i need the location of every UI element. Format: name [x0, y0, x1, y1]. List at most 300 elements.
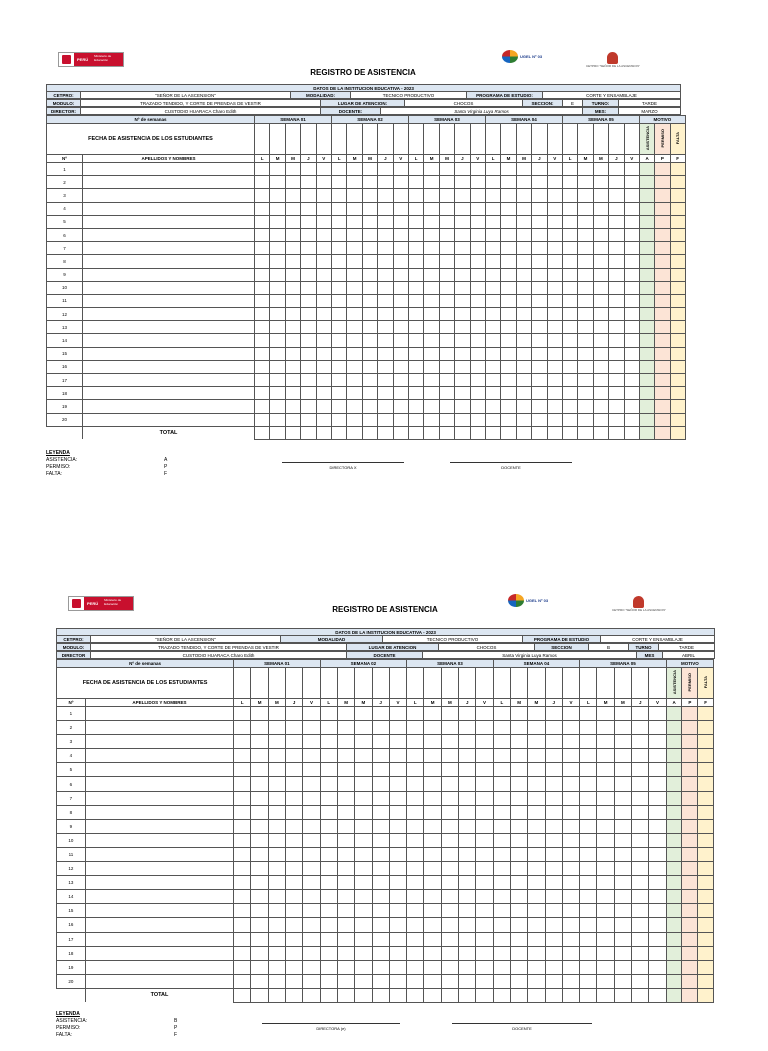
date-cell[interactable] [476, 668, 493, 699]
attendance-cell[interactable] [493, 833, 510, 847]
attendance-cell[interactable] [545, 960, 562, 974]
motivo-cell[interactable] [670, 400, 685, 413]
attendance-cell[interactable] [510, 805, 527, 819]
date-cell[interactable] [593, 124, 608, 155]
attendance-cell[interactable] [303, 721, 320, 735]
attendance-cell[interactable] [532, 321, 547, 334]
attendance-cell[interactable] [624, 215, 639, 228]
attendance-cell[interactable] [562, 255, 577, 268]
attendance-cell[interactable] [316, 268, 331, 281]
attendance-cell[interactable] [389, 890, 406, 904]
attendance-cell[interactable] [609, 308, 624, 321]
attendance-cell[interactable] [347, 387, 362, 400]
attendance-cell[interactable] [301, 321, 316, 334]
motivo-cell[interactable] [698, 833, 714, 847]
attendance-cell[interactable] [251, 749, 268, 763]
attendance-cell[interactable] [593, 400, 608, 413]
attendance-cell[interactable] [408, 400, 423, 413]
attendance-cell[interactable] [476, 735, 493, 749]
motivo-cell[interactable] [666, 749, 682, 763]
attendance-cell[interactable] [493, 932, 510, 946]
total-cell[interactable] [332, 426, 347, 439]
attendance-cell[interactable] [439, 413, 454, 426]
attendance-cell[interactable] [268, 819, 285, 833]
attendance-cell[interactable] [320, 932, 337, 946]
attendance-cell[interactable] [476, 960, 493, 974]
attendance-cell[interactable] [316, 413, 331, 426]
attendance-cell[interactable] [528, 932, 545, 946]
attendance-cell[interactable] [393, 400, 408, 413]
attendance-cell[interactable] [580, 932, 597, 946]
motivo-cell[interactable] [639, 400, 654, 413]
attendance-cell[interactable] [285, 215, 300, 228]
date-cell[interactable] [378, 124, 393, 155]
motivo-cell[interactable] [655, 189, 670, 202]
student-name-cell[interactable] [83, 255, 255, 268]
student-name-cell[interactable] [83, 413, 255, 426]
total-cell[interactable] [285, 426, 300, 439]
attendance-cell[interactable] [303, 749, 320, 763]
attendance-cell[interactable] [337, 749, 354, 763]
attendance-cell[interactable] [372, 862, 389, 876]
motivo-cell[interactable] [655, 228, 670, 241]
date-cell[interactable] [578, 124, 593, 155]
attendance-cell[interactable] [516, 202, 531, 215]
attendance-cell[interactable] [614, 833, 631, 847]
attendance-cell[interactable] [347, 176, 362, 189]
attendance-cell[interactable] [303, 819, 320, 833]
date-cell[interactable] [609, 124, 624, 155]
attendance-cell[interactable] [347, 347, 362, 360]
attendance-cell[interactable] [424, 387, 439, 400]
attendance-cell[interactable] [407, 791, 424, 805]
motivo-cell[interactable] [655, 360, 670, 373]
attendance-cell[interactable] [528, 749, 545, 763]
attendance-cell[interactable] [362, 268, 377, 281]
attendance-cell[interactable] [528, 763, 545, 777]
attendance-cell[interactable] [441, 735, 458, 749]
attendance-cell[interactable] [624, 202, 639, 215]
attendance-cell[interactable] [337, 735, 354, 749]
attendance-cell[interactable] [301, 374, 316, 387]
attendance-cell[interactable] [532, 360, 547, 373]
attendance-cell[interactable] [441, 974, 458, 988]
attendance-cell[interactable] [485, 215, 500, 228]
attendance-cell[interactable] [649, 735, 666, 749]
student-name-cell[interactable] [85, 791, 233, 805]
attendance-cell[interactable] [234, 974, 251, 988]
attendance-cell[interactable] [593, 202, 608, 215]
date-cell[interactable] [303, 668, 320, 699]
attendance-cell[interactable] [389, 735, 406, 749]
attendance-cell[interactable] [270, 374, 285, 387]
attendance-cell[interactable] [493, 805, 510, 819]
attendance-cell[interactable] [268, 833, 285, 847]
attendance-cell[interactable] [332, 334, 347, 347]
attendance-cell[interactable] [337, 721, 354, 735]
attendance-cell[interactable] [285, 321, 300, 334]
attendance-cell[interactable] [378, 281, 393, 294]
motivo-cell[interactable] [682, 777, 698, 791]
attendance-cell[interactable] [580, 876, 597, 890]
attendance-cell[interactable] [270, 163, 285, 176]
attendance-cell[interactable] [578, 413, 593, 426]
attendance-cell[interactable] [355, 791, 372, 805]
attendance-cell[interactable] [441, 890, 458, 904]
attendance-cell[interactable] [501, 413, 516, 426]
motivo-cell[interactable] [666, 904, 682, 918]
attendance-cell[interactable] [407, 904, 424, 918]
motivo-cell[interactable] [682, 735, 698, 749]
attendance-cell[interactable] [337, 819, 354, 833]
student-name-cell[interactable] [83, 374, 255, 387]
attendance-cell[interactable] [337, 707, 354, 721]
attendance-cell[interactable] [455, 400, 470, 413]
attendance-cell[interactable] [320, 862, 337, 876]
attendance-cell[interactable] [424, 819, 441, 833]
attendance-cell[interactable] [593, 374, 608, 387]
student-name-cell[interactable] [83, 400, 255, 413]
date-cell[interactable] [649, 668, 666, 699]
attendance-cell[interactable] [597, 777, 614, 791]
attendance-cell[interactable] [562, 374, 577, 387]
attendance-cell[interactable] [286, 932, 303, 946]
attendance-cell[interactable] [407, 707, 424, 721]
attendance-cell[interactable] [320, 763, 337, 777]
attendance-cell[interactable] [516, 228, 531, 241]
attendance-cell[interactable] [632, 749, 649, 763]
attendance-cell[interactable] [251, 974, 268, 988]
attendance-cell[interactable] [470, 308, 485, 321]
attendance-cell[interactable] [362, 400, 377, 413]
motivo-cell[interactable] [670, 215, 685, 228]
student-name-cell[interactable] [85, 763, 233, 777]
student-name-cell[interactable] [85, 918, 233, 932]
attendance-cell[interactable] [528, 890, 545, 904]
attendance-cell[interactable] [624, 308, 639, 321]
motivo-cell[interactable] [670, 176, 685, 189]
attendance-cell[interactable] [408, 163, 423, 176]
attendance-cell[interactable] [320, 833, 337, 847]
attendance-cell[interactable] [609, 228, 624, 241]
attendance-cell[interactable] [372, 876, 389, 890]
attendance-cell[interactable] [424, 360, 439, 373]
attendance-cell[interactable] [255, 215, 270, 228]
attendance-cell[interactable] [614, 847, 631, 861]
attendance-cell[interactable] [301, 163, 316, 176]
total-cell[interactable] [362, 426, 377, 439]
date-cell[interactable] [493, 668, 510, 699]
attendance-cell[interactable] [424, 890, 441, 904]
attendance-cell[interactable] [320, 791, 337, 805]
attendance-cell[interactable] [516, 268, 531, 281]
seccion-value[interactable]: E [563, 100, 583, 107]
attendance-cell[interactable] [547, 308, 562, 321]
attendance-cell[interactable] [547, 202, 562, 215]
attendance-cell[interactable] [424, 242, 439, 255]
attendance-cell[interactable] [337, 960, 354, 974]
total-cell[interactable] [251, 988, 268, 1002]
attendance-cell[interactable] [316, 294, 331, 307]
attendance-cell[interactable] [510, 791, 527, 805]
date-cell[interactable] [614, 668, 631, 699]
attendance-cell[interactable] [510, 876, 527, 890]
attendance-cell[interactable] [545, 819, 562, 833]
motivo-cell[interactable] [666, 890, 682, 904]
attendance-cell[interactable] [532, 281, 547, 294]
motivo-cell[interactable] [670, 294, 685, 307]
motivo-cell[interactable] [698, 862, 714, 876]
total-motivo-cell[interactable] [670, 426, 685, 439]
attendance-cell[interactable] [355, 749, 372, 763]
motivo-cell[interactable] [698, 974, 714, 988]
attendance-cell[interactable] [624, 163, 639, 176]
attendance-cell[interactable] [501, 294, 516, 307]
attendance-cell[interactable] [407, 932, 424, 946]
attendance-cell[interactable] [316, 163, 331, 176]
attendance-cell[interactable] [485, 347, 500, 360]
motivo-cell[interactable] [666, 819, 682, 833]
attendance-cell[interactable] [632, 819, 649, 833]
attendance-cell[interactable] [320, 777, 337, 791]
motivo-cell[interactable] [670, 268, 685, 281]
attendance-cell[interactable] [362, 189, 377, 202]
motivo-cell[interactable] [682, 847, 698, 861]
attendance-cell[interactable] [510, 707, 527, 721]
attendance-cell[interactable] [408, 308, 423, 321]
attendance-cell[interactable] [485, 360, 500, 373]
attendance-cell[interactable] [408, 347, 423, 360]
motivo-cell[interactable] [655, 334, 670, 347]
attendance-cell[interactable] [593, 268, 608, 281]
attendance-cell[interactable] [320, 974, 337, 988]
attendance-cell[interactable] [624, 189, 639, 202]
attendance-cell[interactable] [562, 974, 579, 988]
attendance-cell[interactable] [547, 215, 562, 228]
attendance-cell[interactable] [649, 890, 666, 904]
attendance-cell[interactable] [408, 413, 423, 426]
student-name-cell[interactable] [83, 334, 255, 347]
date-cell[interactable] [286, 668, 303, 699]
attendance-cell[interactable] [624, 360, 639, 373]
attendance-cell[interactable] [614, 932, 631, 946]
motivo-cell[interactable] [639, 281, 654, 294]
attendance-cell[interactable] [332, 189, 347, 202]
attendance-cell[interactable] [593, 281, 608, 294]
attendance-cell[interactable] [547, 387, 562, 400]
attendance-cell[interactable] [251, 946, 268, 960]
attendance-cell[interactable] [268, 749, 285, 763]
motivo-cell[interactable] [682, 862, 698, 876]
attendance-cell[interactable] [355, 974, 372, 988]
motivo-cell[interactable] [655, 176, 670, 189]
date-cell[interactable] [320, 668, 337, 699]
attendance-cell[interactable] [362, 413, 377, 426]
attendance-cell[interactable] [485, 294, 500, 307]
attendance-cell[interactable] [407, 819, 424, 833]
attendance-cell[interactable] [255, 268, 270, 281]
total-cell[interactable] [303, 988, 320, 1002]
attendance-cell[interactable] [649, 876, 666, 890]
attendance-cell[interactable] [649, 974, 666, 988]
attendance-cell[interactable] [408, 321, 423, 334]
attendance-cell[interactable] [424, 202, 439, 215]
attendance-cell[interactable] [510, 819, 527, 833]
attendance-cell[interactable] [286, 876, 303, 890]
motivo-cell[interactable] [655, 281, 670, 294]
total-cell[interactable] [255, 426, 270, 439]
attendance-cell[interactable] [303, 904, 320, 918]
attendance-cell[interactable] [268, 946, 285, 960]
attendance-cell[interactable] [316, 242, 331, 255]
attendance-cell[interactable] [332, 387, 347, 400]
attendance-cell[interactable] [234, 791, 251, 805]
attendance-cell[interactable] [578, 387, 593, 400]
attendance-cell[interactable] [408, 360, 423, 373]
attendance-cell[interactable] [285, 413, 300, 426]
attendance-cell[interactable] [303, 862, 320, 876]
attendance-cell[interactable] [510, 777, 527, 791]
attendance-cell[interactable] [470, 413, 485, 426]
attendance-cell[interactable] [286, 974, 303, 988]
attendance-cell[interactable] [501, 400, 516, 413]
date-cell[interactable] [270, 124, 285, 155]
attendance-cell[interactable] [424, 735, 441, 749]
attendance-cell[interactable] [234, 876, 251, 890]
attendance-cell[interactable] [580, 749, 597, 763]
motivo-cell[interactable] [670, 387, 685, 400]
attendance-cell[interactable] [372, 960, 389, 974]
attendance-cell[interactable] [632, 721, 649, 735]
total-cell[interactable] [347, 426, 362, 439]
attendance-cell[interactable] [393, 268, 408, 281]
total-motivo-cell[interactable] [655, 426, 670, 439]
attendance-cell[interactable] [337, 932, 354, 946]
attendance-cell[interactable] [609, 374, 624, 387]
attendance-cell[interactable] [441, 847, 458, 861]
motivo-cell[interactable] [670, 308, 685, 321]
attendance-cell[interactable] [270, 413, 285, 426]
attendance-cell[interactable] [609, 281, 624, 294]
student-name-cell[interactable] [85, 904, 233, 918]
attendance-cell[interactable] [362, 347, 377, 360]
attendance-cell[interactable] [649, 749, 666, 763]
attendance-cell[interactable] [255, 374, 270, 387]
attendance-cell[interactable] [493, 918, 510, 932]
attendance-cell[interactable] [578, 294, 593, 307]
attendance-cell[interactable] [268, 918, 285, 932]
student-name-cell[interactable] [83, 360, 255, 373]
motivo-cell[interactable] [666, 763, 682, 777]
attendance-cell[interactable] [268, 735, 285, 749]
attendance-cell[interactable] [578, 255, 593, 268]
attendance-cell[interactable] [649, 847, 666, 861]
attendance-cell[interactable] [493, 819, 510, 833]
attendance-cell[interactable] [389, 847, 406, 861]
attendance-cell[interactable] [337, 918, 354, 932]
attendance-cell[interactable] [470, 228, 485, 241]
date-cell[interactable] [545, 668, 562, 699]
total-cell[interactable] [320, 988, 337, 1002]
motivo-cell[interactable] [698, 960, 714, 974]
attendance-cell[interactable] [649, 904, 666, 918]
attendance-cell[interactable] [545, 904, 562, 918]
attendance-cell[interactable] [562, 242, 577, 255]
attendance-cell[interactable] [597, 932, 614, 946]
attendance-cell[interactable] [632, 960, 649, 974]
attendance-cell[interactable] [580, 721, 597, 735]
attendance-cell[interactable] [459, 904, 476, 918]
attendance-cell[interactable] [545, 791, 562, 805]
attendance-cell[interactable] [389, 791, 406, 805]
attendance-cell[interactable] [301, 242, 316, 255]
attendance-cell[interactable] [597, 749, 614, 763]
attendance-cell[interactable] [441, 749, 458, 763]
attendance-cell[interactable] [459, 735, 476, 749]
total-cell[interactable] [545, 988, 562, 1002]
attendance-cell[interactable] [532, 176, 547, 189]
attendance-cell[interactable] [562, 308, 577, 321]
attendance-cell[interactable] [593, 413, 608, 426]
attendance-cell[interactable] [316, 334, 331, 347]
attendance-cell[interactable] [501, 308, 516, 321]
attendance-cell[interactable] [320, 876, 337, 890]
attendance-cell[interactable] [389, 960, 406, 974]
total-cell[interactable] [459, 988, 476, 1002]
attendance-cell[interactable] [316, 374, 331, 387]
attendance-cell[interactable] [459, 960, 476, 974]
attendance-cell[interactable] [562, 294, 577, 307]
attendance-cell[interactable] [255, 400, 270, 413]
attendance-cell[interactable] [424, 413, 439, 426]
attendance-cell[interactable] [407, 876, 424, 890]
attendance-cell[interactable] [593, 242, 608, 255]
attendance-cell[interactable] [459, 805, 476, 819]
attendance-cell[interactable] [614, 791, 631, 805]
attendance-cell[interactable] [332, 255, 347, 268]
total-cell[interactable] [580, 988, 597, 1002]
total-cell[interactable] [270, 426, 285, 439]
attendance-cell[interactable] [372, 974, 389, 988]
attendance-cell[interactable] [485, 189, 500, 202]
attendance-cell[interactable] [632, 932, 649, 946]
attendance-cell[interactable] [393, 281, 408, 294]
attendance-cell[interactable] [234, 763, 251, 777]
attendance-cell[interactable] [609, 255, 624, 268]
attendance-cell[interactable] [528, 918, 545, 932]
attendance-cell[interactable] [501, 189, 516, 202]
attendance-cell[interactable] [439, 255, 454, 268]
attendance-cell[interactable] [372, 777, 389, 791]
attendance-cell[interactable] [424, 749, 441, 763]
attendance-cell[interactable] [270, 334, 285, 347]
attendance-cell[interactable] [470, 400, 485, 413]
attendance-cell[interactable] [455, 189, 470, 202]
attendance-cell[interactable] [441, 862, 458, 876]
attendance-cell[interactable] [455, 215, 470, 228]
motivo-cell[interactable] [670, 228, 685, 241]
attendance-cell[interactable] [347, 215, 362, 228]
total-cell[interactable] [632, 988, 649, 1002]
attendance-cell[interactable] [347, 255, 362, 268]
attendance-cell[interactable] [510, 904, 527, 918]
attendance-cell[interactable] [614, 749, 631, 763]
attendance-cell[interactable] [609, 334, 624, 347]
attendance-cell[interactable] [501, 202, 516, 215]
attendance-cell[interactable] [285, 268, 300, 281]
attendance-cell[interactable] [476, 721, 493, 735]
attendance-cell[interactable] [547, 255, 562, 268]
